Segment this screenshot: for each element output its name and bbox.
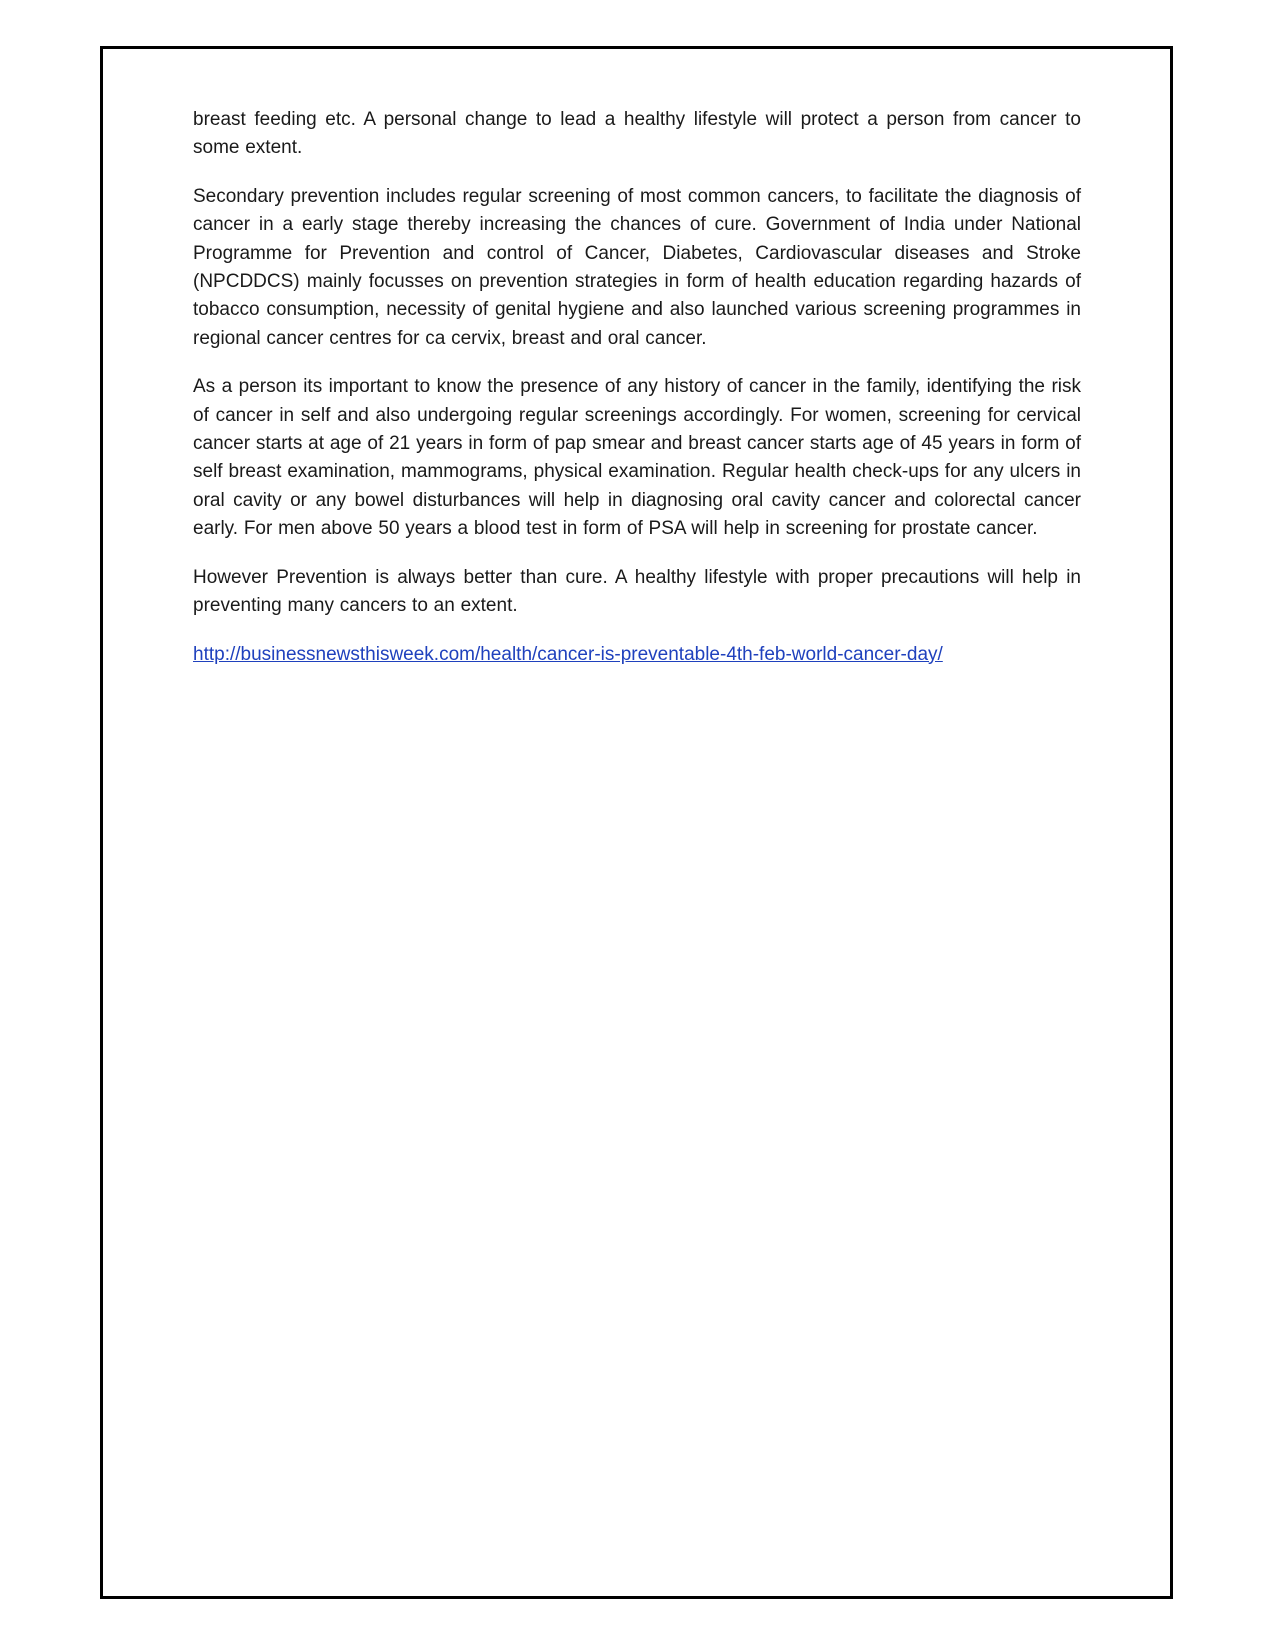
document-content [193,106,1081,689]
paragraph-secondary-prevention: Secondary prevention includes regular screening of most common cancers, to facilitate the diagnosis of cancer in a early stage thereby increasing the chances of cure. Government of India under National Programme for Prevention and control of Cancer, Diabetes, Cardiovascular diseases and Stroke (NPCDDCS) mainly focusses on prevention strategies in form of health education regarding hazards of tobacco consumption, necessity of genital hygiene and also launched various screening programmes in regional cancer centres for ca cervix, breast and oral cancer. [193,185,1081,349]
paragraph-family-history: As a person its important to know the presence of any history of cancer in the family, identifying the risk of cancer in self and also undergoing regular screenings accordingly. For women, screening for cervical cancer starts at age of 21 years in form of pap smear and breast cancer starts age of 45 years in form of self breast examination, mammograms, physical examination. Regular health check-ups for any ulcers in oral cavity or any bowel disturbances will help in diagnosing oral cavity cancer and colorectal cancer early. For men above 50 years a blood test in form of PSA will help in screening for prostate cancer. [193,376,1081,540]
source-link-line [193,641,1081,669]
paragraph-breast-feeding: breast feeding etc. A personal change to lead a healthy lifestyle will protect a person from cancer to some extent. [193,109,1081,159]
page-border [100,46,1173,1599]
source-link[interactable]: http://businessnewsthisweek.com/health/cancer-is-preventable-4th-feb-world-cancer-day/ [193,643,943,665]
paragraph-prevention-better: However Prevention is always better than cure. A healthy lifestyle with proper precautions will help in preventing many cancers to an extent. [193,566,1081,617]
